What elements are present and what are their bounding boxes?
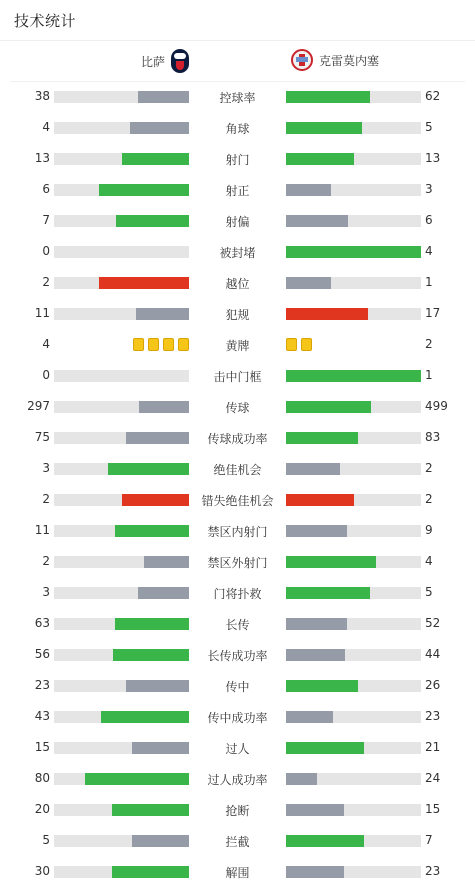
home-stat-bar bbox=[54, 308, 189, 320]
away-stat-bar bbox=[286, 277, 421, 289]
away-stat-bar bbox=[286, 370, 421, 382]
home-stat-bar-fill bbox=[130, 122, 189, 134]
home-stat-bar-fill bbox=[108, 463, 189, 475]
away-stat-value: 2 bbox=[425, 461, 433, 475]
stat-label: 拦截 bbox=[225, 835, 250, 849]
away-stat-bar bbox=[286, 463, 421, 475]
home-stat-value: 63 bbox=[34, 616, 50, 630]
stat-row bbox=[0, 484, 475, 515]
pisa-logo-icon bbox=[171, 49, 189, 73]
stat-label: 解围 bbox=[225, 866, 250, 880]
home-stat-bar bbox=[54, 91, 189, 103]
away-stat-bar bbox=[286, 153, 421, 165]
away-stat-value: 1 bbox=[425, 368, 433, 382]
home-stat-bar-fill bbox=[136, 308, 189, 320]
away-stat-bar-fill bbox=[286, 432, 358, 444]
home-stat-value: 30 bbox=[34, 864, 50, 878]
page-title: 技术统计 bbox=[14, 12, 77, 30]
home-stat-bar-fill bbox=[116, 215, 189, 227]
home-stat-value: 56 bbox=[34, 647, 50, 661]
away-stat-value: 24 bbox=[425, 771, 441, 785]
home-stat-bar bbox=[54, 494, 189, 506]
away-stat-value: 4 bbox=[425, 244, 433, 258]
away-stat-bar bbox=[286, 773, 421, 785]
stat-row bbox=[0, 546, 475, 577]
stat-row bbox=[0, 112, 475, 143]
home-stat-bar bbox=[54, 277, 189, 289]
away-stat-value: 17 bbox=[425, 306, 441, 320]
home-team[interactable] bbox=[141, 49, 189, 73]
away-stat-bar-fill bbox=[286, 866, 344, 878]
home-stat-bar bbox=[54, 153, 189, 165]
away-stat-bar-fill bbox=[286, 91, 370, 103]
away-stat-bar bbox=[286, 711, 421, 723]
away-stat-value: 2 bbox=[425, 337, 433, 351]
yellow-card-icon bbox=[286, 338, 297, 351]
away-team[interactable] bbox=[291, 49, 379, 71]
home-stat-value: 7 bbox=[42, 213, 50, 227]
away-stat-bar bbox=[286, 246, 421, 258]
away-stat-bar-fill bbox=[286, 711, 333, 723]
away-stat-bar bbox=[286, 804, 421, 816]
home-stat-value: 0 bbox=[42, 244, 50, 258]
stat-label: 传中 bbox=[225, 680, 250, 694]
stat-row bbox=[0, 639, 475, 670]
stat-row bbox=[0, 391, 475, 422]
stat-row bbox=[0, 422, 475, 453]
home-stat-value: 75 bbox=[34, 430, 50, 444]
away-stat-value: 26 bbox=[425, 678, 441, 692]
away-stat-bar-fill bbox=[286, 835, 364, 847]
stat-label: 长传成功率 bbox=[207, 649, 268, 663]
stat-row bbox=[0, 608, 475, 639]
stat-row bbox=[0, 763, 475, 794]
away-stat-value: 2 bbox=[425, 492, 433, 506]
home-stat-bar bbox=[54, 866, 189, 878]
home-stat-value: 6 bbox=[42, 182, 50, 196]
away-stat-bar bbox=[286, 649, 421, 661]
home-stat-bar bbox=[54, 649, 189, 661]
stat-row bbox=[0, 298, 475, 329]
away-stat-value: 21 bbox=[425, 740, 441, 754]
home-stat-bar-fill bbox=[126, 680, 189, 692]
away-stat-value: 499 bbox=[425, 399, 448, 413]
home-stat-bar bbox=[54, 680, 189, 692]
away-stat-bar bbox=[286, 215, 421, 227]
stat-row bbox=[0, 81, 475, 112]
away-stat-bar-fill bbox=[286, 525, 347, 537]
stat-label: 长传 bbox=[225, 618, 250, 632]
home-stat-value: 3 bbox=[42, 585, 50, 599]
home-stat-bar-fill bbox=[132, 835, 189, 847]
stat-row bbox=[0, 794, 475, 825]
stat-label: 击中门框 bbox=[213, 370, 262, 384]
home-stat-bar bbox=[54, 401, 189, 413]
home-stat-value: 11 bbox=[34, 523, 50, 537]
away-stat-value: 7 bbox=[425, 833, 433, 847]
stat-label: 抢断 bbox=[225, 804, 250, 818]
stat-label: 犯规 bbox=[225, 308, 250, 322]
stat-row bbox=[0, 174, 475, 205]
stat-row bbox=[0, 670, 475, 701]
away-stat-bar bbox=[286, 556, 421, 568]
away-stat-bar-fill bbox=[286, 463, 340, 475]
away-stat-bar-fill bbox=[286, 773, 317, 785]
home-stat-value: 0 bbox=[42, 368, 50, 382]
stat-label: 错失绝佳机会 bbox=[201, 494, 274, 508]
away-stat-bar-fill bbox=[286, 804, 344, 816]
cremonese-logo-icon bbox=[291, 49, 313, 71]
away-stat-bar-fill bbox=[286, 680, 358, 692]
stat-row bbox=[0, 515, 475, 546]
home-stat-value: 4 bbox=[42, 337, 50, 351]
stat-row bbox=[0, 143, 475, 174]
stat-label: 过人成功率 bbox=[207, 773, 268, 787]
home-stat-bar bbox=[54, 556, 189, 568]
away-stat-bar-fill bbox=[286, 494, 354, 506]
home-stat-bar bbox=[54, 215, 189, 227]
away-stat-bar-fill bbox=[286, 649, 345, 661]
home-stat-value: 2 bbox=[42, 275, 50, 289]
away-stat-bar bbox=[286, 866, 421, 878]
stat-row bbox=[0, 205, 475, 236]
home-stat-bar bbox=[54, 184, 189, 196]
away-stat-bar bbox=[286, 742, 421, 754]
home-stat-bar-fill bbox=[122, 494, 190, 506]
home-stat-bar-fill bbox=[85, 773, 189, 785]
stat-label: 控球率 bbox=[219, 91, 256, 105]
home-stat-bar-fill bbox=[115, 618, 189, 630]
stat-row bbox=[0, 701, 475, 732]
home-stat-value: 15 bbox=[34, 740, 50, 754]
stat-label: 越位 bbox=[225, 277, 250, 291]
home-stat-bar bbox=[54, 742, 189, 754]
away-yellow-cards bbox=[286, 338, 312, 351]
away-stat-bar bbox=[286, 494, 421, 506]
away-stat-bar-fill bbox=[286, 215, 348, 227]
home-stat-bar-fill bbox=[132, 742, 189, 754]
home-stat-bar-fill bbox=[122, 153, 190, 165]
home-stat-bar bbox=[54, 711, 189, 723]
stat-row bbox=[0, 236, 475, 267]
away-stat-value: 23 bbox=[425, 864, 441, 878]
away-stat-value: 9 bbox=[425, 523, 433, 537]
home-stat-value: 23 bbox=[34, 678, 50, 692]
away-team-name: 克雷莫内塞 bbox=[319, 53, 380, 68]
away-stat-value: 5 bbox=[425, 585, 433, 599]
home-stat-bar-fill bbox=[112, 866, 189, 878]
home-stat-bar-fill bbox=[99, 277, 189, 289]
away-stat-bar bbox=[286, 835, 421, 847]
away-stat-bar bbox=[286, 587, 421, 599]
away-stat-bar bbox=[286, 122, 421, 134]
away-stat-bar-fill bbox=[286, 246, 421, 258]
away-stat-bar-fill bbox=[286, 308, 368, 320]
home-stat-bar bbox=[54, 804, 189, 816]
stat-label: 被封堵 bbox=[219, 246, 256, 260]
stat-label: 射偏 bbox=[225, 215, 250, 229]
stat-label: 传球成功率 bbox=[207, 432, 268, 446]
away-stat-bar-fill bbox=[286, 618, 347, 630]
header-divider bbox=[0, 40, 475, 41]
home-team-name: 比萨 bbox=[140, 54, 165, 69]
home-stat-bar bbox=[54, 587, 189, 599]
yellow-card-icon bbox=[133, 338, 144, 351]
home-stat-value: 3 bbox=[42, 461, 50, 475]
home-stat-bar-fill bbox=[99, 184, 189, 196]
home-stat-bar-fill bbox=[101, 711, 189, 723]
away-stat-value: 15 bbox=[425, 802, 441, 816]
stat-row bbox=[0, 577, 475, 608]
yellow-card-icon bbox=[178, 338, 189, 351]
home-stat-bar-fill bbox=[112, 804, 189, 816]
stat-label: 射正 bbox=[225, 184, 250, 198]
stat-label: 禁区外射门 bbox=[207, 556, 268, 570]
away-stat-value: 83 bbox=[425, 430, 441, 444]
away-stat-value: 1 bbox=[425, 275, 433, 289]
home-stat-bar-fill bbox=[139, 401, 189, 413]
stat-label: 传中成功率 bbox=[207, 711, 268, 725]
away-stat-bar-fill bbox=[286, 153, 354, 165]
home-yellow-cards bbox=[133, 338, 189, 351]
stat-row bbox=[0, 825, 475, 856]
home-stat-value: 43 bbox=[34, 709, 50, 723]
yellow-card-icon bbox=[148, 338, 159, 351]
home-stat-bar bbox=[54, 835, 189, 847]
home-stat-value: 297 bbox=[27, 399, 50, 413]
home-stat-bar-fill bbox=[113, 649, 189, 661]
stat-label: 禁区内射门 bbox=[207, 525, 268, 539]
away-stat-bar bbox=[286, 432, 421, 444]
home-stat-value: 2 bbox=[42, 492, 50, 506]
home-stat-bar bbox=[54, 370, 189, 382]
stat-label: 绝佳机会 bbox=[213, 463, 262, 477]
away-stat-value: 3 bbox=[425, 182, 433, 196]
home-stat-bar bbox=[54, 432, 189, 444]
stat-label: 过人 bbox=[225, 742, 250, 756]
away-stat-bar bbox=[286, 618, 421, 630]
home-stat-value: 80 bbox=[34, 771, 50, 785]
away-stat-bar bbox=[286, 184, 421, 196]
teams-header bbox=[0, 44, 475, 80]
home-stat-bar bbox=[54, 246, 189, 258]
away-stat-bar-fill bbox=[286, 184, 331, 196]
away-stat-value: 13 bbox=[425, 151, 441, 165]
home-stat-value: 4 bbox=[42, 120, 50, 134]
away-stat-bar-fill bbox=[286, 370, 421, 382]
home-stat-bar-fill bbox=[115, 525, 189, 537]
away-stat-value: 23 bbox=[425, 709, 441, 723]
stat-row bbox=[0, 732, 475, 763]
home-stat-value: 38 bbox=[34, 89, 50, 103]
home-stat-bar bbox=[54, 122, 189, 134]
away-stat-bar bbox=[286, 680, 421, 692]
away-stat-value: 62 bbox=[425, 89, 441, 103]
away-stat-bar-fill bbox=[286, 277, 331, 289]
stat-row bbox=[0, 453, 475, 484]
stat-label: 门将扑救 bbox=[213, 587, 262, 601]
home-stat-value: 5 bbox=[42, 833, 50, 847]
home-stat-bar bbox=[54, 618, 189, 630]
stat-label: 射门 bbox=[225, 153, 250, 167]
home-stat-bar bbox=[54, 525, 189, 537]
away-stat-bar bbox=[286, 401, 421, 413]
away-stat-bar-fill bbox=[286, 556, 376, 568]
home-stat-bar-fill bbox=[144, 556, 189, 568]
away-stat-bar-fill bbox=[286, 401, 371, 413]
stat-label: 黄牌 bbox=[225, 339, 250, 353]
stat-row bbox=[0, 267, 475, 298]
home-stat-bar-fill bbox=[126, 432, 189, 444]
stat-row bbox=[0, 360, 475, 391]
away-stat-bar bbox=[286, 91, 421, 103]
yellow-card-icon bbox=[301, 338, 312, 351]
stats-list bbox=[0, 81, 475, 887]
home-stat-value: 20 bbox=[34, 802, 50, 816]
away-stat-bar bbox=[286, 308, 421, 320]
home-stat-bar bbox=[54, 773, 189, 785]
away-stat-bar bbox=[286, 525, 421, 537]
home-stat-value: 11 bbox=[34, 306, 50, 320]
home-stat-bar-fill bbox=[138, 91, 189, 103]
away-stat-bar-fill bbox=[286, 587, 370, 599]
home-stat-value: 2 bbox=[42, 554, 50, 568]
away-stat-value: 52 bbox=[425, 616, 441, 630]
home-stat-bar bbox=[54, 463, 189, 475]
yellow-card-icon bbox=[163, 338, 174, 351]
stat-row bbox=[0, 329, 475, 360]
away-stat-bar-fill bbox=[286, 122, 362, 134]
stat-label: 角球 bbox=[225, 122, 250, 136]
away-stat-value: 5 bbox=[425, 120, 433, 134]
stat-row bbox=[0, 856, 475, 887]
away-stat-bar-fill bbox=[286, 742, 364, 754]
home-stat-bar-fill bbox=[138, 587, 189, 599]
stat-label: 传球 bbox=[225, 401, 250, 415]
away-stat-value: 6 bbox=[425, 213, 433, 227]
home-stat-value: 13 bbox=[34, 151, 50, 165]
away-stat-value: 44 bbox=[425, 647, 441, 661]
away-stat-value: 4 bbox=[425, 554, 433, 568]
